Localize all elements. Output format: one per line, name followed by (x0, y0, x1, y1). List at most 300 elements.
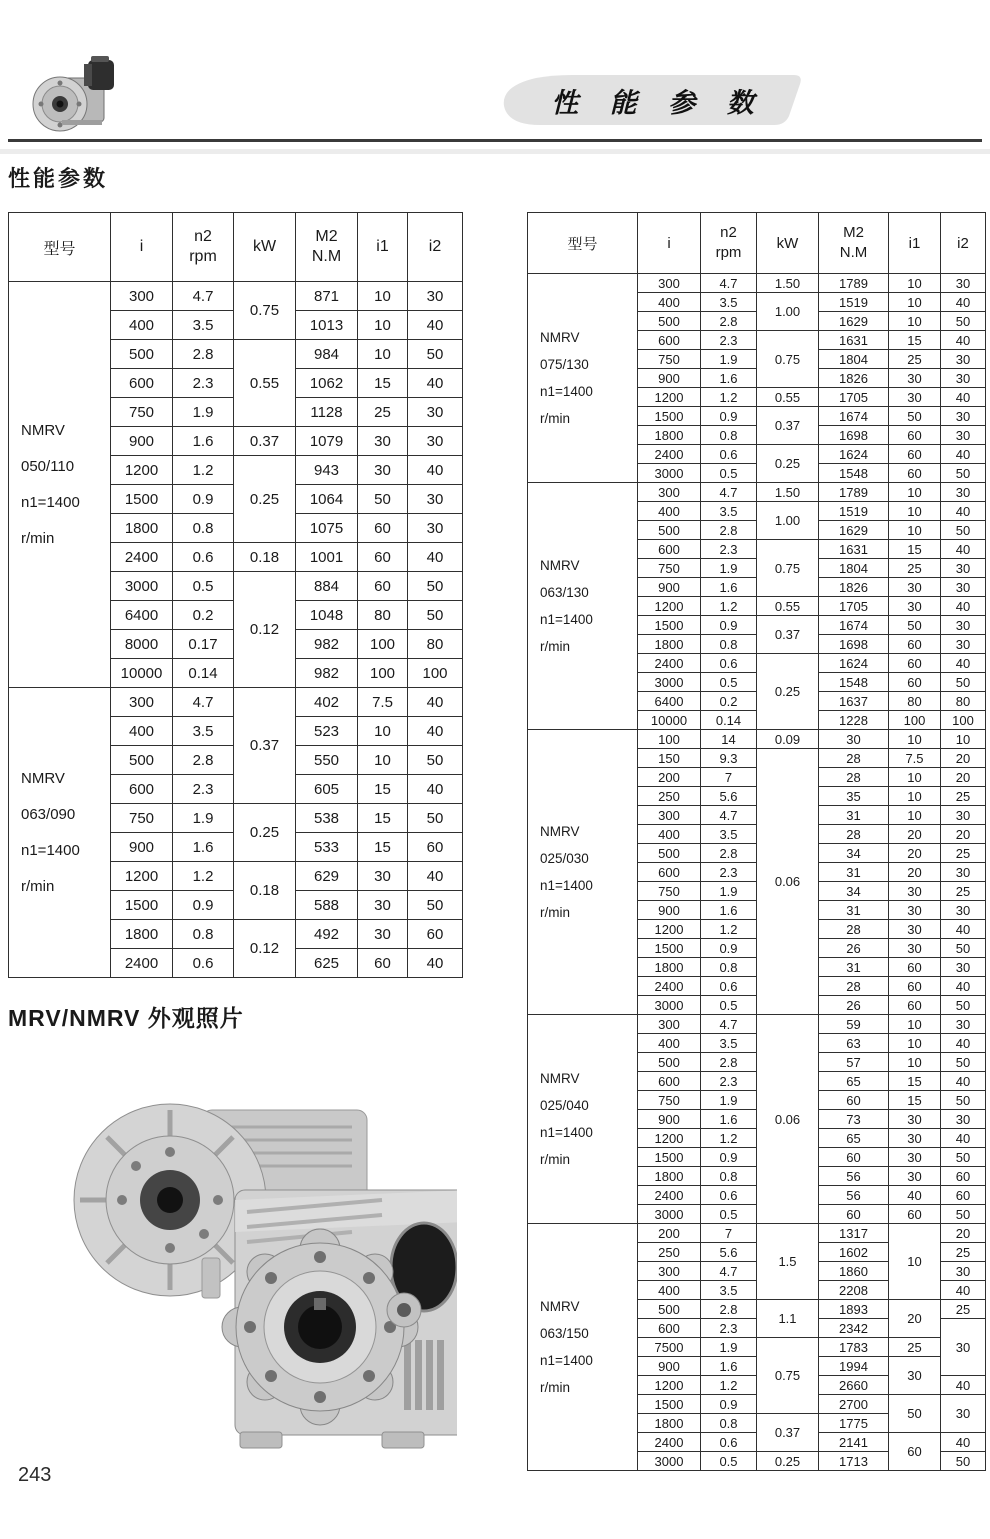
value-cell: 10000 (638, 711, 701, 730)
value-cell: 50 (941, 1205, 986, 1224)
value-cell: 50 (889, 616, 941, 635)
value-cell: 0.25 (757, 1452, 819, 1471)
value-cell: 2400 (638, 977, 701, 996)
value-cell: 50 (889, 1395, 941, 1433)
value-cell: 300 (638, 1262, 701, 1281)
value-cell: 0.6 (701, 445, 757, 464)
value-cell: 605 (296, 775, 358, 804)
value-cell: 20 (941, 1224, 986, 1243)
value-cell: 26 (819, 939, 889, 958)
value-cell: 0.8 (701, 1167, 757, 1186)
value-cell: 50 (941, 939, 986, 958)
value-cell: 10 (889, 521, 941, 540)
value-cell: 1629 (819, 312, 889, 331)
value-cell: 250 (638, 787, 701, 806)
value-cell: 0.37 (757, 407, 819, 445)
value-cell: 1.50 (757, 483, 819, 502)
value-cell: 250 (638, 1243, 701, 1262)
value-cell: 1500 (638, 939, 701, 958)
value-cell: 20 (889, 844, 941, 863)
value-cell: 28 (819, 920, 889, 939)
value-cell: 1200 (111, 862, 173, 891)
value-cell: 40 (941, 654, 986, 673)
value-cell: 0.12 (234, 920, 296, 978)
value-cell: 4.7 (701, 806, 757, 825)
value-cell: 1200 (111, 456, 173, 485)
value-cell: 2.3 (701, 331, 757, 350)
value-cell: 400 (638, 825, 701, 844)
value-cell: 1075 (296, 514, 358, 543)
value-cell: 0.5 (701, 464, 757, 483)
value-cell: 0.9 (701, 616, 757, 635)
value-cell: 1826 (819, 369, 889, 388)
value-cell: 30 (889, 901, 941, 920)
value-cell: 30 (941, 578, 986, 597)
value-cell: 2.3 (701, 1319, 757, 1338)
value-cell: 10 (889, 312, 941, 331)
value-cell: 60 (889, 654, 941, 673)
value-cell: 6400 (111, 601, 173, 630)
value-cell: 60 (408, 833, 463, 862)
value-cell: 5.6 (701, 1243, 757, 1262)
col-header-kw: kW (234, 213, 296, 282)
value-cell: 31 (819, 863, 889, 882)
value-cell: 30 (941, 806, 986, 825)
value-cell: 538 (296, 804, 358, 833)
value-cell: 30 (941, 958, 986, 977)
value-cell: 1.1 (757, 1300, 819, 1338)
value-cell: 30 (889, 1148, 941, 1167)
value-cell: 65 (819, 1129, 889, 1148)
value-cell: 1800 (111, 514, 173, 543)
value-cell: 1.9 (701, 350, 757, 369)
value-cell: 30 (408, 282, 463, 311)
value-cell: 3.5 (701, 1281, 757, 1300)
value-cell: 0.25 (234, 804, 296, 862)
value-cell: 1713 (819, 1452, 889, 1471)
value-cell: 50 (408, 804, 463, 833)
value-cell: 300 (111, 688, 173, 717)
value-cell: 40 (408, 456, 463, 485)
performance-table-left (8, 212, 463, 978)
value-cell: 10 (889, 483, 941, 502)
value-cell: 31 (819, 806, 889, 825)
model-cell: NMRV 025/030 n1=1400 r/min (528, 730, 638, 1015)
value-cell: 30 (819, 730, 889, 749)
value-cell: 0.18 (234, 543, 296, 572)
value-cell: 4.7 (173, 282, 234, 311)
value-cell: 0.55 (757, 597, 819, 616)
value-cell: 300 (638, 1015, 701, 1034)
value-cell: 1.9 (701, 882, 757, 901)
value-cell: 0.75 (757, 1338, 819, 1414)
value-cell: 30 (941, 1395, 986, 1433)
value-cell: 2141 (819, 1433, 889, 1452)
table-row (9, 282, 463, 311)
value-cell: 1548 (819, 464, 889, 483)
value-cell: 2.8 (173, 340, 234, 369)
table-row (528, 1015, 986, 1034)
value-cell: 300 (638, 274, 701, 293)
value-cell: 30 (941, 901, 986, 920)
value-cell: 900 (638, 369, 701, 388)
value-cell: 1.00 (757, 502, 819, 540)
value-cell: 500 (111, 340, 173, 369)
value-cell: 0.25 (234, 456, 296, 543)
value-cell: 1674 (819, 616, 889, 635)
value-cell: 588 (296, 891, 358, 920)
value-cell: 1013 (296, 311, 358, 340)
value-cell: 1200 (638, 597, 701, 616)
value-cell: 20 (941, 749, 986, 768)
value-cell: 50 (889, 407, 941, 426)
value-cell: 40 (941, 540, 986, 559)
value-cell: 40 (941, 293, 986, 312)
value-cell: 3000 (638, 1452, 701, 1471)
value-cell: 600 (638, 1072, 701, 1091)
value-cell: 400 (638, 293, 701, 312)
value-cell: 10 (889, 1034, 941, 1053)
value-cell: 20 (889, 863, 941, 882)
value-cell: 40 (408, 717, 463, 746)
value-cell: 625 (296, 949, 358, 978)
value-cell: 0.5 (173, 572, 234, 601)
value-cell: 0.6 (173, 543, 234, 572)
value-cell: 1698 (819, 635, 889, 654)
value-cell: 0.14 (701, 711, 757, 730)
value-cell: 1893 (819, 1300, 889, 1319)
value-cell: 1631 (819, 540, 889, 559)
value-cell: 900 (638, 578, 701, 597)
value-cell: 30 (358, 891, 408, 920)
value-cell: 0.37 (234, 688, 296, 804)
value-cell: 1.9 (173, 804, 234, 833)
value-cell: 35 (819, 787, 889, 806)
value-cell: 60 (889, 1433, 941, 1471)
value-cell: 40 (889, 1186, 941, 1205)
value-cell: 1800 (638, 1414, 701, 1433)
value-cell: 550 (296, 746, 358, 775)
value-cell: 60 (358, 572, 408, 601)
value-cell: 20 (941, 768, 986, 787)
value-cell: 1500 (638, 1148, 701, 1167)
value-cell: 0.75 (757, 540, 819, 597)
value-cell: 30 (408, 514, 463, 543)
col-header-i: i (111, 213, 173, 282)
value-cell: 900 (638, 901, 701, 920)
value-cell: 1.50 (757, 274, 819, 293)
value-cell: 30 (941, 559, 986, 578)
value-cell: 6400 (638, 692, 701, 711)
value-cell: 10 (889, 730, 941, 749)
value-cell: 30 (941, 350, 986, 369)
value-cell: 1.6 (701, 1110, 757, 1129)
gearbox-photo-illustration (52, 1072, 457, 1472)
value-cell: 0.37 (757, 616, 819, 654)
value-cell: 40 (941, 1034, 986, 1053)
value-cell: 500 (638, 1300, 701, 1319)
value-cell: 0.8 (701, 958, 757, 977)
value-cell: 1500 (638, 616, 701, 635)
value-cell: 1.00 (757, 293, 819, 331)
col-header-model: 型号 (528, 213, 638, 274)
model-cell: NMRV 025/040 n1=1400 r/min (528, 1015, 638, 1224)
value-cell: 1674 (819, 407, 889, 426)
value-cell: 25 (941, 787, 986, 806)
value-cell: 50 (941, 1148, 986, 1167)
value-cell: 10 (889, 768, 941, 787)
value-cell: 15 (889, 331, 941, 350)
value-cell: 73 (819, 1110, 889, 1129)
model-cell: NMRV 050/110 n1=1400 r/min (9, 282, 111, 688)
value-cell: 10 (358, 282, 408, 311)
value-cell: 0.2 (173, 601, 234, 630)
value-cell: 150 (638, 749, 701, 768)
value-cell: 1548 (819, 673, 889, 692)
value-cell: 30 (889, 939, 941, 958)
value-cell: 523 (296, 717, 358, 746)
value-cell: 40 (941, 1072, 986, 1091)
value-cell: 0.55 (757, 388, 819, 407)
value-cell: 2400 (638, 1433, 701, 1452)
value-cell: 2.3 (701, 1072, 757, 1091)
value-cell: 0.18 (234, 862, 296, 920)
value-cell: 982 (296, 659, 358, 688)
value-cell: 2208 (819, 1281, 889, 1300)
value-cell: 0.9 (173, 485, 234, 514)
value-cell: 533 (296, 833, 358, 862)
value-cell: 1826 (819, 578, 889, 597)
value-cell: 1128 (296, 398, 358, 427)
value-cell: 10 (889, 787, 941, 806)
value-cell: 4.7 (173, 688, 234, 717)
value-cell: 30 (941, 1110, 986, 1129)
value-cell: 56 (819, 1167, 889, 1186)
value-cell: 2400 (638, 445, 701, 464)
value-cell: 60 (819, 1148, 889, 1167)
value-cell: 1.6 (701, 1357, 757, 1376)
value-cell: 1.6 (701, 369, 757, 388)
value-cell: 40 (941, 331, 986, 350)
value-cell: 1064 (296, 485, 358, 514)
value-cell: 28 (819, 768, 889, 787)
value-cell: 7 (701, 1224, 757, 1243)
value-cell: 50 (941, 673, 986, 692)
value-cell: 60 (408, 920, 463, 949)
value-cell: 750 (638, 1091, 701, 1110)
value-cell: 10 (358, 340, 408, 369)
value-cell: 60 (889, 1205, 941, 1224)
value-cell: 750 (111, 398, 173, 427)
value-cell: 2.3 (173, 369, 234, 398)
value-cell: 900 (638, 1110, 701, 1129)
value-cell: 30 (889, 388, 941, 407)
value-cell: 25 (358, 398, 408, 427)
value-cell: 50 (408, 340, 463, 369)
value-cell: 1200 (638, 388, 701, 407)
value-cell: 0.9 (701, 1148, 757, 1167)
value-cell: 25 (941, 1243, 986, 1262)
value-cell: 3.5 (701, 502, 757, 521)
value-cell: 1.5 (757, 1224, 819, 1300)
value-cell: 60 (889, 426, 941, 445)
value-cell: 3000 (638, 996, 701, 1015)
header-divider (8, 139, 982, 142)
value-cell: 60 (358, 543, 408, 572)
value-cell: 1624 (819, 445, 889, 464)
value-cell: 2342 (819, 1319, 889, 1338)
value-cell: 1200 (638, 1129, 701, 1148)
value-cell: 60 (358, 949, 408, 978)
value-cell: 30 (358, 456, 408, 485)
value-cell: 40 (941, 920, 986, 939)
value-cell: 100 (941, 711, 986, 730)
value-cell: 4.7 (701, 1015, 757, 1034)
value-cell: 100 (408, 659, 463, 688)
value-cell: 30 (941, 635, 986, 654)
value-cell: 2400 (638, 654, 701, 673)
value-cell: 40 (941, 388, 986, 407)
value-cell: 28 (819, 749, 889, 768)
value-cell: 1.6 (701, 578, 757, 597)
value-cell: 0.6 (701, 977, 757, 996)
value-cell: 30 (889, 1357, 941, 1395)
value-cell: 3.5 (701, 825, 757, 844)
col-header-i1: i1 (889, 213, 941, 274)
value-cell: 40 (408, 311, 463, 340)
value-cell: 10000 (111, 659, 173, 688)
value-cell: 1228 (819, 711, 889, 730)
value-cell: 50 (941, 1053, 986, 1072)
value-cell: 0.75 (234, 282, 296, 340)
value-cell: 30 (408, 398, 463, 427)
photo-section-title: MRV/NMRV 外观照片 (8, 1005, 244, 1031)
value-cell: 60 (889, 977, 941, 996)
value-cell: 943 (296, 456, 358, 485)
col-header-i1: i1 (358, 213, 408, 282)
col-header-model: 型号 (9, 213, 111, 282)
value-cell: 2.8 (701, 1053, 757, 1072)
value-cell: 0.8 (173, 514, 234, 543)
value-cell: 2400 (111, 949, 173, 978)
value-cell: 4.7 (701, 274, 757, 293)
value-cell: 60 (889, 673, 941, 692)
value-cell: 600 (111, 775, 173, 804)
value-cell: 100 (638, 730, 701, 749)
value-cell: 500 (111, 746, 173, 775)
value-cell: 0.55 (234, 340, 296, 427)
value-cell: 0.8 (173, 920, 234, 949)
value-cell: 1994 (819, 1357, 889, 1376)
value-cell: 0.6 (701, 1186, 757, 1205)
value-cell: 400 (111, 717, 173, 746)
value-cell: 0.6 (701, 654, 757, 673)
value-cell: 50 (408, 572, 463, 601)
value-cell: 30 (941, 1015, 986, 1034)
model-cell: NMRV 063/130 n1=1400 r/min (528, 483, 638, 730)
table-row (528, 730, 986, 749)
value-cell: 34 (819, 882, 889, 901)
value-cell: 884 (296, 572, 358, 601)
gearbox-photo (52, 1072, 457, 1472)
value-cell: 2400 (111, 543, 173, 572)
value-cell: 1800 (638, 958, 701, 977)
value-cell: 1789 (819, 483, 889, 502)
value-cell: 1.9 (701, 1091, 757, 1110)
value-cell: 40 (408, 949, 463, 978)
value-cell: 30 (889, 1110, 941, 1129)
value-cell: 0.9 (701, 939, 757, 958)
value-cell: 200 (638, 768, 701, 787)
value-cell: 40 (408, 688, 463, 717)
value-cell: 2.8 (173, 746, 234, 775)
value-cell: 1500 (111, 891, 173, 920)
value-cell: 50 (941, 464, 986, 483)
value-cell: 10 (889, 1015, 941, 1034)
value-cell: 1.2 (701, 1129, 757, 1148)
value-cell: 1705 (819, 597, 889, 616)
value-cell: 3000 (638, 1205, 701, 1224)
col-header-i: i (638, 213, 701, 274)
value-cell: 20 (889, 825, 941, 844)
table-row (9, 688, 463, 717)
value-cell: 600 (638, 1319, 701, 1338)
value-cell: 15 (889, 540, 941, 559)
value-cell: 15 (358, 833, 408, 862)
value-cell: 1001 (296, 543, 358, 572)
table-row (528, 483, 986, 502)
value-cell: 500 (638, 1053, 701, 1072)
value-cell: 7.5 (889, 749, 941, 768)
table-row (528, 1224, 986, 1243)
value-cell: 40 (941, 1376, 986, 1395)
value-cell: 50 (941, 1452, 986, 1471)
value-cell: 629 (296, 862, 358, 891)
value-cell: 10 (889, 1224, 941, 1300)
col-header-i2: i2 (941, 213, 986, 274)
value-cell: 50 (358, 485, 408, 514)
value-cell: 4.7 (701, 1262, 757, 1281)
value-cell: 1.2 (701, 388, 757, 407)
value-cell: 15 (358, 804, 408, 833)
value-cell: 0.37 (234, 427, 296, 456)
value-cell: 50 (941, 1091, 986, 1110)
header-banner (500, 70, 805, 130)
value-cell: 60 (941, 1186, 986, 1205)
value-cell: 28 (819, 977, 889, 996)
value-cell: 0.9 (701, 407, 757, 426)
value-cell: 3.5 (701, 1034, 757, 1053)
value-cell: 40 (941, 597, 986, 616)
value-cell: 402 (296, 688, 358, 717)
value-cell: 750 (111, 804, 173, 833)
value-cell: 1519 (819, 293, 889, 312)
value-cell: 1800 (638, 1167, 701, 1186)
value-cell: 15 (358, 369, 408, 398)
value-cell: 492 (296, 920, 358, 949)
value-cell: 30 (941, 1319, 986, 1376)
value-cell: 500 (638, 521, 701, 540)
value-cell: 80 (358, 601, 408, 630)
value-cell: 15 (889, 1072, 941, 1091)
value-cell: 0.09 (757, 730, 819, 749)
value-cell: 0.5 (701, 673, 757, 692)
model-cell: NMRV 063/090 n1=1400 r/min (9, 688, 111, 978)
value-cell: 5.6 (701, 787, 757, 806)
value-cell: 65 (819, 1072, 889, 1091)
value-cell: 1.9 (701, 559, 757, 578)
value-cell: 10 (358, 311, 408, 340)
